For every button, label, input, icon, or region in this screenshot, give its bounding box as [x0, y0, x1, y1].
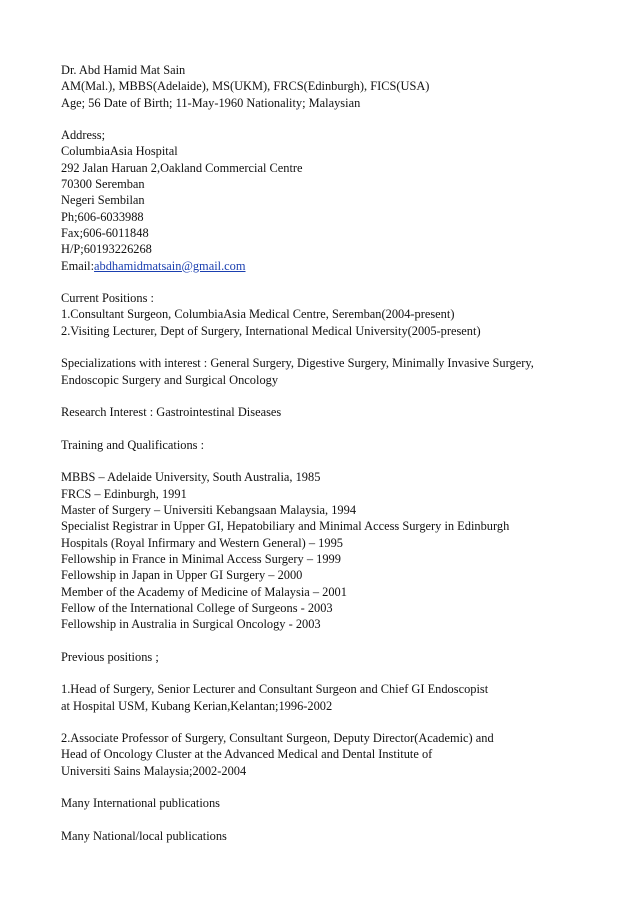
address-line-hospital: ColumbiaAsia Hospital: [61, 144, 178, 159]
qualification-item: Fellow of the International College of Surgeons - 2003: [61, 600, 333, 615]
address-line-postcode: 70300 Seremban: [61, 177, 145, 192]
phone-line: Ph;606-6033988: [61, 209, 144, 224]
qualification-item: Fellowship in Japan in Upper GI Surgery – 2000: [61, 568, 303, 583]
spacer: [61, 714, 621, 730]
email-line: [61, 258, 621, 274]
degrees-line: AM(Mal.), MBBS(Adelaide), MS(UKM), FRCS(Edinburgh), FICS(USA): [61, 79, 430, 94]
fax-line: Fax;606-6011848: [61, 225, 149, 240]
qualification-item: MBBS – Adelaide University, South Australia, 1985: [61, 470, 321, 485]
qualification-item: Fellowship in France in Minimal Access Surgery – 1999: [61, 551, 341, 566]
previous-position-2-line: Head of Oncology Cluster at the Advanced Medical and Dental Institute of: [61, 747, 433, 762]
address-line-state: Negeri Sembilan: [61, 193, 145, 208]
spacer: [61, 779, 621, 795]
spacer: [61, 339, 621, 355]
qualification-item: FRCS – Edinburgh, 1991: [61, 486, 187, 501]
address-heading: Address;: [61, 128, 106, 143]
specializations-line: Specializations with interest : General Surgery, Digestive Surgery, Minimally Invasive Surgery,: [61, 356, 534, 371]
current-position-item: 2.Visiting Lecturer, Dept of Surgery, International Medical University(2005-present): [61, 323, 481, 338]
spacer: [61, 421, 621, 437]
address-line-street: 292 Jalan Haruan 2,Oakland Commercial Centre: [61, 160, 303, 175]
research-interest: Research Interest : Gastrointestinal Diseases: [61, 405, 282, 420]
cv-document: [61, 62, 621, 844]
qualification-item: Specialist Registrar in Upper GI, Hepatobiliary and Minimal Access Surgery in Edinburgh: [61, 519, 510, 534]
spacer: [61, 632, 621, 648]
qualification-item: Member of the Academy of Medicine of Malaysia – 2001: [61, 584, 347, 599]
current-positions-heading: Current Positions :: [61, 291, 154, 306]
spacer: [61, 388, 621, 404]
handphone-line: H/P;60193226268: [61, 242, 152, 257]
qualification-item: Hospitals (Royal Infirmary and Western General) – 1995: [61, 535, 343, 550]
previous-positions-heading: Previous positions ;: [61, 649, 159, 664]
email-link[interactable]: abdhamidmatsain@gmail.com: [94, 258, 246, 273]
previous-position-2-line: 2.Associate Professor of Surgery, Consultant Surgeon, Deputy Director(Academic) and: [61, 731, 494, 746]
spacer: [61, 453, 621, 469]
training-heading: Training and Qualifications :: [61, 437, 205, 452]
doctor-name: Dr. Abd Hamid Mat Sain: [61, 63, 186, 77]
current-position-item: 1.Consultant Surgeon, ColumbiaAsia Medical Centre, Seremban(2004-present): [61, 307, 455, 322]
previous-position-2-line: Universiti Sains Malaysia;2002-2004: [61, 763, 247, 778]
spacer: [61, 665, 621, 681]
previous-position-1-line: 1.Head of Surgery, Senior Lecturer and Consultant Surgeon and Chief GI Endoscopist: [61, 682, 489, 697]
spacer: [61, 812, 621, 828]
qualification-item: Fellowship in Australia in Surgical Oncology - 2003: [61, 617, 321, 632]
qualification-item: Master of Surgery – Universiti Kebangsaan Malaysia, 1994: [61, 503, 357, 518]
email-label: Email:: [61, 258, 95, 273]
spacer: [61, 111, 621, 127]
age-dob-nationality: Age; 56 Date of Birth; 11-May-1960 Nationality; Malaysian: [61, 95, 361, 110]
international-publications: Many International publications: [61, 796, 220, 811]
specializations-line: Endoscopic Surgery and Surgical Oncology: [61, 372, 279, 387]
national-publications: Many National/local publications: [61, 828, 227, 843]
previous-position-1-line: at Hospital USM, Kubang Kerian,Kelantan;1996-2002: [61, 698, 333, 713]
spacer: [61, 274, 621, 290]
